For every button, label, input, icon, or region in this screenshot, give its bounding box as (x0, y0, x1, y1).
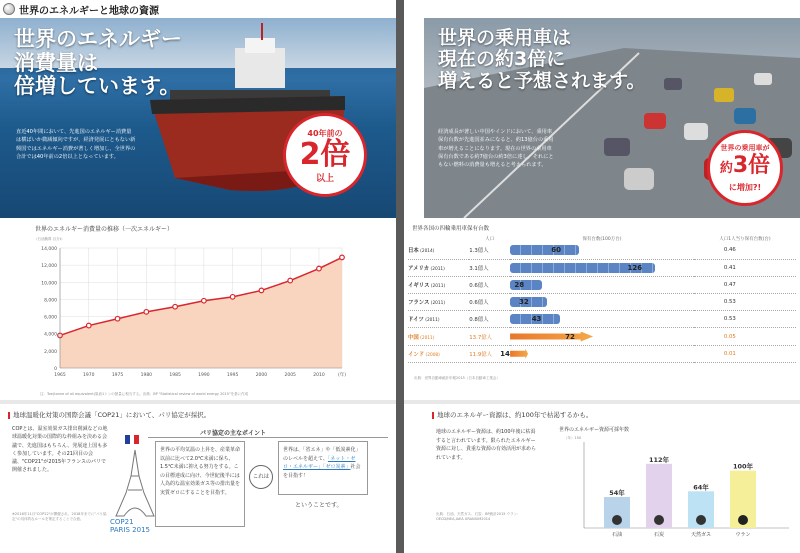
data-point (340, 255, 345, 260)
population-cell: 0.6億人 (469, 294, 510, 311)
data-point (259, 288, 264, 293)
chart-title: 世界のエネルギー消費量の推移（一次エネルギー） (35, 226, 174, 233)
country-year: (2011) (429, 266, 445, 272)
country-cell (408, 345, 469, 362)
resource-section-title: 地球のエネルギー資源は、約100年で枯渇するかも。 (432, 410, 592, 419)
country-name: 中国 (408, 334, 419, 341)
header-title: 世界のエネルギーと地球の資源 (19, 5, 159, 17)
x-tick-label: 1985 (169, 373, 181, 378)
table-row (408, 294, 796, 311)
table-row (408, 276, 796, 293)
cars-cell (510, 294, 694, 311)
data-point (173, 304, 178, 309)
car-ownership-table (408, 236, 796, 363)
col-per-capita: 人口1人当り保有台数(台) (719, 237, 771, 242)
paris-point-box: 世界の平均気温の上昇を、産業革命以前に比べて2.0℃未満に保ち、1.5℃未満に抑える努力をする。この目標達成に向け、今世紀後半には人為的な温室効果ガス等の排出量を実質ゼロにすることを目指す。 (155, 441, 245, 527)
zero-carbon-box: 世界は、「省エネ」や「低炭素化」のレベルを超えて、「ネット・ゼロ・エネルギー」「ゼロ炭素」社会を目指す！ (278, 441, 368, 495)
car-bar (510, 245, 579, 255)
resource-source: 出典：石油、天然ガス、石炭：BP統計2015 ウラン：OECD/NEA,IAEA URANIUM2014 (436, 512, 521, 521)
cars-value: 14 (500, 349, 510, 358)
population-cell: 0.8億人 (469, 311, 510, 328)
table-row (408, 328, 796, 345)
col-cars: 保有台数(100万台) (582, 237, 622, 242)
country-name: フランス (408, 300, 430, 307)
col-population: 人口 (485, 237, 495, 242)
per-capita-cell: 0.47 (694, 276, 796, 293)
kore-wa-circle: これは (249, 465, 273, 489)
population-cell: 0.6億人 (469, 276, 510, 293)
country-name: アメリカ (408, 265, 430, 272)
x-tick-label: 1970 (83, 373, 95, 378)
hero-title: 世界の乗用車は 現在の約3倍に 増えると予想されます。 (438, 27, 646, 92)
x-tick-label: 1995 (226, 373, 239, 378)
cars-value: 28 (514, 280, 525, 289)
x-tick-label: 2010 (313, 373, 325, 378)
y-tick-label: 8,000 (44, 298, 57, 304)
population-cell: 11.9億人 (469, 345, 510, 362)
data-point (317, 266, 322, 271)
eiffel-tower-icon (110, 448, 160, 518)
area-fill (60, 257, 342, 368)
per-capita-cell: 0.05 (694, 328, 796, 345)
cars-cell (500, 345, 694, 362)
resource-icon (654, 515, 664, 525)
per-capita-cell: 0.53 (694, 294, 796, 311)
y-tick-label: 0 (54, 367, 57, 372)
data-point (115, 316, 120, 321)
growth-arrow (510, 349, 528, 359)
cars-value: 126 (627, 263, 643, 272)
country-cell (408, 294, 469, 311)
resource-icon (612, 515, 622, 525)
x-tick-label: 1990 (198, 373, 210, 378)
country-year: (2011) (423, 318, 440, 324)
cars-cell (510, 328, 694, 345)
data-point (230, 295, 235, 300)
country-cell (408, 259, 469, 276)
country-year: (2014) (418, 249, 435, 255)
resource-years-chart (564, 440, 794, 550)
resource-icon (696, 515, 706, 525)
x-tick-label: 2000 (255, 373, 268, 378)
category-label: 天然ガス (690, 532, 712, 538)
population-cell: 13.7億人 (469, 328, 510, 345)
table-title: 世界各国の四輪乗用車保有台数 (412, 226, 490, 232)
data-label: 112年 (648, 455, 670, 464)
country-name: イギリス (408, 282, 430, 289)
cars-cell (510, 242, 694, 259)
country-name: ドイツ (408, 317, 424, 324)
cars-value: 72 (565, 332, 575, 341)
resource-chart-title: 世界のエネルギー資源可採年数 (559, 427, 630, 433)
zero-carbon-text: 「ゼロ炭素」 (323, 464, 351, 470)
divider (0, 400, 396, 404)
cop21-logo: COP21 PARIS 2015 (110, 518, 150, 535)
per-capita-cell: 0.53 (694, 311, 796, 328)
data-point (202, 298, 207, 303)
y-tick-label: 4,000 (44, 332, 57, 338)
globe-icon (3, 3, 15, 15)
x-tick-label: 1975 (111, 373, 124, 378)
hero-body: 経済成長が著しい中国やインドにおいて、乗用車保有台数が先進国並みになると、約13億台の乗用車が増えることになります。現在の世界の乗用車保有台数である約7億台の約3倍に達し、それにともない燃料の消費量も増えると考えられます。 (438, 129, 554, 169)
badge-3x: 世界の乗用車が 約3倍 に増加?! (707, 130, 783, 206)
resource-body: 地球のエネルギー資源は、約100年後に枯渇すると言われています。限られたエネルギー資源に対し、貴重な資源の有効活用が求められています。 (436, 429, 537, 461)
y-tick-label: 2,000 (44, 349, 57, 355)
per-capita-cell: 0.01 (694, 345, 796, 362)
cars-cell (510, 259, 694, 276)
country-cell (408, 328, 469, 345)
cars-value: 60 (551, 246, 562, 255)
table-row (408, 311, 796, 328)
table-row (408, 259, 796, 276)
category-label: ウラン (735, 532, 751, 538)
country-year: (2008) (424, 352, 440, 358)
data-point (288, 278, 293, 283)
cop-footnote: ※2016年11月"COP22"が開催され、2018年までに"パリ協定"の具体的なルールを策定することで合意。 (12, 512, 107, 521)
page-header (0, 0, 159, 18)
country-year: (2011) (418, 335, 435, 341)
hero-title: 世界のエネルギー 消費量は 倍増しています。 (14, 27, 182, 99)
energy-consumption-chart (0, 240, 396, 390)
cop-section-title: 地球温暖化対策の国際会議「COP21」において、パリ協定が採択。 (8, 410, 210, 419)
country-cell (408, 276, 469, 293)
right-page (404, 0, 800, 553)
y-tick-label: 10,000 (41, 281, 57, 287)
cars-value: 32 (519, 298, 529, 307)
growth-arrow (510, 332, 593, 342)
conclusion-text: ということです。 (295, 502, 343, 509)
divider (404, 400, 800, 404)
hero-tanker (0, 18, 396, 218)
country-cell (408, 311, 469, 328)
country-cell (408, 242, 469, 259)
x-tick-label: 1965 (54, 373, 66, 378)
population-cell: 1.3億人 (469, 242, 510, 259)
table-row (408, 242, 796, 259)
hero-body: 直近40年間において、先進国のエネルギー消費量は横ばいか微減傾向ですが、経済発展にともない新興国ではエネルギー消費が著しく増加し、全世界の合計では40年前の2倍以上となっています。 (16, 129, 136, 160)
france-flag-icon (125, 435, 139, 444)
hero-traffic (424, 18, 800, 218)
chart-source: 注：Toe(tonne of oil equivalent)原油1トンの熱量に相当する。出典：BP "Statistical review of world energy 2015"を基に作成 (40, 392, 249, 396)
badge-2x: 40年前の 2倍 以上 (283, 113, 367, 197)
x-tick-label: 1980 (140, 373, 153, 378)
net-zero-energy-text: 「ネット・ゼロ・エネルギー」 (283, 455, 356, 470)
cars-cell (510, 311, 694, 328)
country-name: 日本 (408, 248, 419, 255)
country-name: インド (408, 351, 425, 358)
per-capita-cell: 0.41 (694, 259, 796, 276)
cop-body: COPとは、温室効果ガス排出削減などの地球温暖化対策の国際的な枠組みを決める会議で、先進国はもちろん、発展途上国も多く参加しています。その21回目の会議、"COP21"が2015年フランスのパリで開催されました。 (12, 426, 108, 474)
y-tick-label: 6,000 (44, 315, 57, 321)
left-page (0, 0, 396, 553)
table-source: 出典：世界自動車統計年報2015（日本自動車工業会） (414, 376, 500, 380)
data-label: 54年 (609, 489, 625, 498)
category-label: 石炭 (653, 532, 665, 538)
table-row (408, 345, 796, 362)
per-capita-cell: 0.46 (694, 242, 796, 259)
x-tick-label: 2005 (284, 373, 296, 378)
country-year: (2011) (429, 283, 446, 289)
y-tick-label: 14,000 (41, 247, 57, 252)
x-tick-label: (年) (337, 373, 347, 378)
y-tick-label: 12,000 (41, 264, 57, 270)
data-label: 100年 (732, 462, 754, 471)
paris-title: パリ協定の主なポイント (200, 430, 267, 437)
category-label: 石油 (611, 532, 623, 538)
data-point (144, 310, 149, 315)
data-label: 64年 (693, 483, 709, 492)
country-year: (2011) (429, 301, 446, 307)
chart-unit: （石油換算 百万t） (34, 237, 65, 241)
cars-value: 43 (531, 315, 542, 324)
resource-chart-unit: （年）150 (564, 436, 582, 440)
population-cell: 3.1億人 (469, 259, 510, 276)
data-point (86, 323, 91, 328)
resource-icon (738, 515, 748, 525)
cars-cell (510, 276, 694, 293)
